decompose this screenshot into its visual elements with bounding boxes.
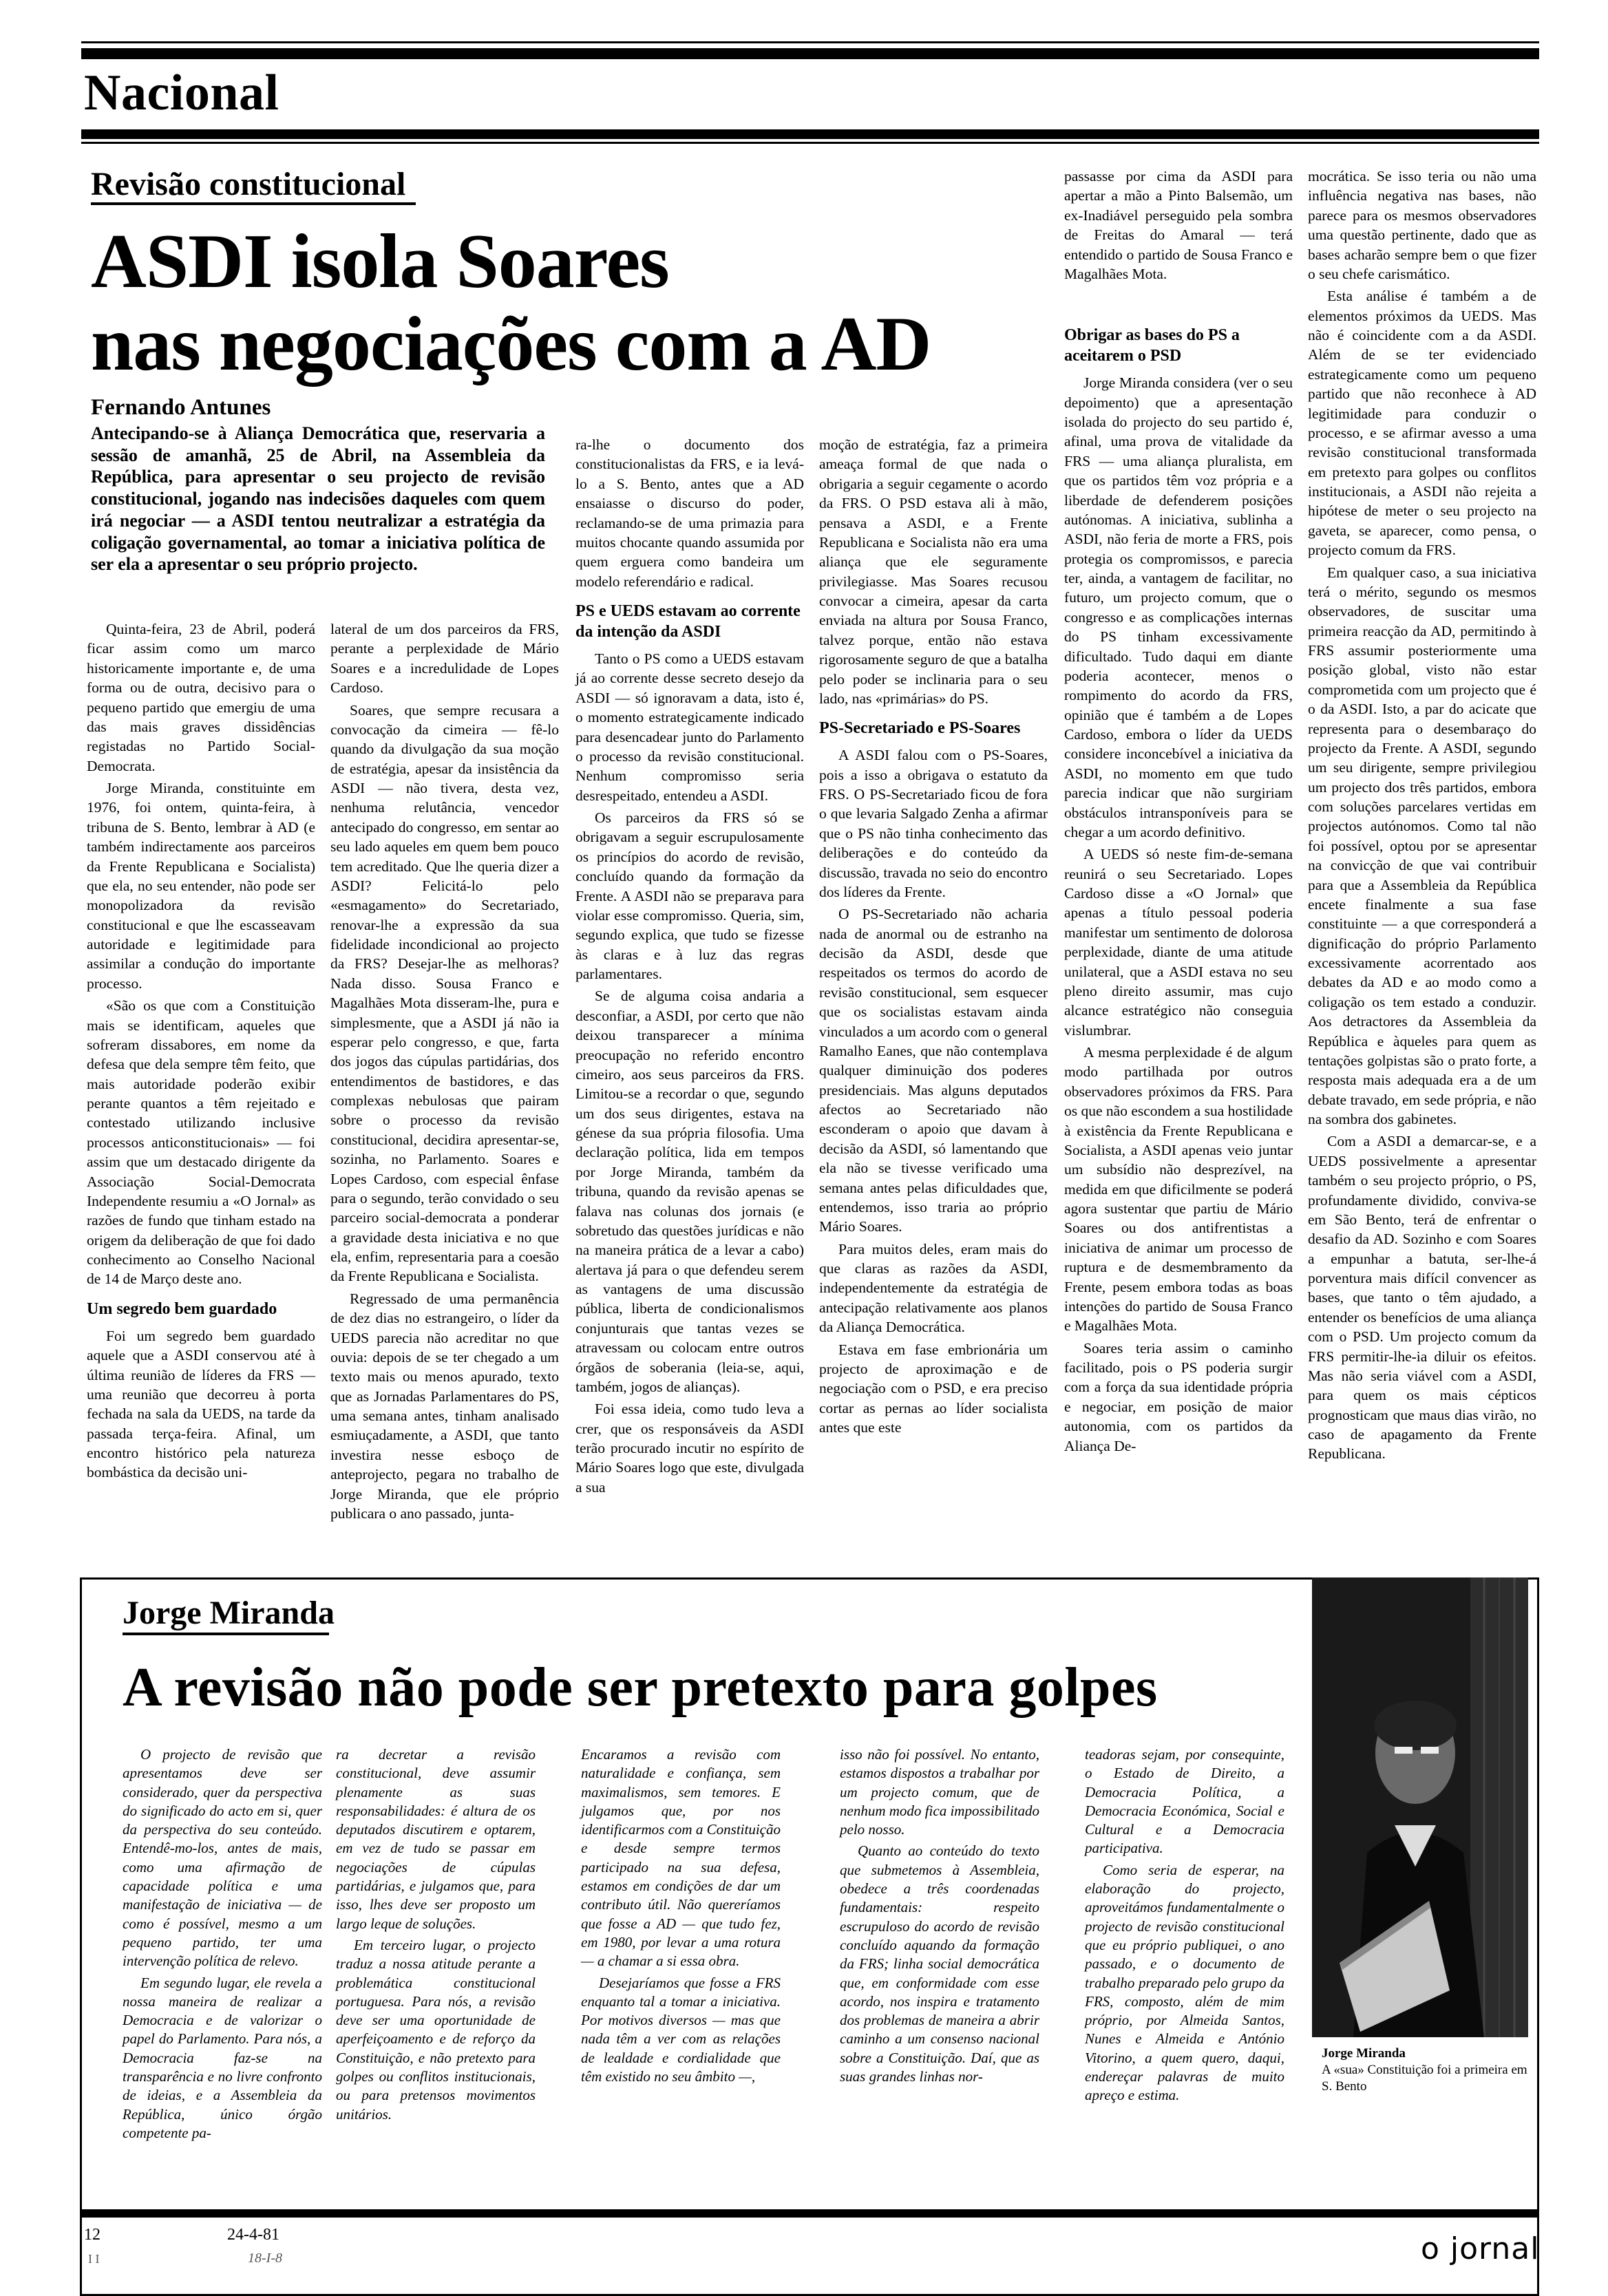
headline-line-2: nas negociações com a AD bbox=[91, 301, 931, 387]
top-rule-thin bbox=[81, 41, 1539, 43]
paragraph: mocrática. Se isso teria ou não uma influência negativa nas bases, não parece para os mesmos observadores uma questão pertinente, dado que as bases acharão sempre bem o que fizer o seu chefe carismático. bbox=[1308, 168, 1536, 282]
lead-paragraph: Antecipando-se à Aliança Democrática que, reservaria a sessão de amanhã, 25 de Abril, na Assembleia da República, para apresentar o seu projecto de revisão constitucional, jogando nas indecisões daqueles com quem irá negociar — a ASDI tentou neutralizar a estratégia da coligação governamental, ao tomar a iniciativa política de ser ela a apresentar o seu próprio projecto. bbox=[91, 423, 545, 575]
paragraph: Soares teria assim o caminho facilitado, pois o PS poderia surgir com a força da sua identidade própria e negociar, em posição de maior autonomia, com os partidos da Aliança De- bbox=[1064, 1339, 1293, 1454]
paragraph: isso não foi possível. No entanto, estamos dispostos a trabalhar por um projecto comum, que de nenhum modo fica impossibilitado pelo nosso. bbox=[840, 1746, 1039, 1838]
subheading: PS e UEDS estavam ao corrente da intenção da ASDI bbox=[575, 602, 801, 641]
section-rule-thin bbox=[81, 142, 1539, 144]
paragraph: Para muitos deles, eram mais do que claras as razões da ASDI, independentemente da estratégia de antecipação relativamente aos planos da Aliança Democrática. bbox=[819, 1240, 1048, 1336]
paragraph: «São os que com a Constituição mais se identificam, aqueles que sofreram dissabores, em nome da defesa que dela sempre têm feito, que mais autoridade poderão exibir perante quantos a têm rejeitado e contestado utilizando inclusive processos anticonstitucionais» — foi assim que um destacado dirigente da Associação Social-Democrata Independente resumiu a «O Jornal» as razões de fundo que tinham estado na origem da deliberação de que foi dado conhecimento ao Conselho Nacional de 14 de Março deste ano. bbox=[87, 997, 315, 1288]
issue-date: 24-4-81 bbox=[227, 2226, 279, 2244]
paragraph: Quinta-feira, 23 de Abril, poderá ficar assim como um marco historicamente importante e, de uma forma ou de outra, decisivo para o pequeno partido que emergiu de uma das mais graves dissidências registadas no Partido Social-Democrata. bbox=[87, 621, 315, 774]
handwritten-mark-mid: 18-I-8 bbox=[248, 2251, 282, 2266]
paragraph: Regressado de uma permanência de dez dias no estrangeiro, o líder da UEDS parecia não acreditar no que ouvia: depois de se ter chegado a um texto mais ou menos apurado, texto que as Jornadas Parlamentares do PS, uma semana antes, tinham analisado esmiuçadamente, a ASDI, que tanto investira nesse esboço de anteprojecto, pegara no trabalho de Jorge Miranda, que ele próprio publicara o ano passado, junta- bbox=[330, 1290, 559, 1522]
paragraph: Estava em fase embrionária um projecto de aproximação e de negociação com o PSD, e era preciso cortar as pernas ao líder socialista antes que este bbox=[819, 1341, 1048, 1436]
paragraph: Foi um segredo bem guardado aquele que a ASDI conservou até à última reunião de líderes da FRS — uma reunião que decorreu à porta fechada na sala da UEDS, na tarde da passada terça-feira. Afinal, um encontro histórico pela natureza bombástica da decisão uni- bbox=[87, 1327, 315, 1481]
headline-line-1: ASDI isola Soares bbox=[91, 219, 669, 304]
paragraph: O PS-Secretariado não acharia nada de anormal ou de estranho na decisão da ASDI, desde que respeitados os termos do acordo de revisão constitucional, sem esquecer que os socialistas estavam ainda vinculados a um acordo com o general Ramalho Eanes, que não contemplava qualquer diminuição dos poderes presidenciais. Mas alguns deputados afectos ao Secretariado não esconderam o apoio que davam à decisão da ASDI, só lamentando que ela não se tivesse verificado uma semana antes pelas dificuldades que, entendemos, isso traria ao próprio Mário Soares. bbox=[819, 906, 1048, 1235]
portrait-photo bbox=[1312, 1577, 1528, 2037]
paragraph: A UEDS só neste fim-de-semana reunirá o seu Secretariado. Lopes Cardoso disse a «O Jornal» que apenas a título pessoal poderia manifestar um sentimento de dolorosa perplexidade, diante de uma atitude unilateral, que a ASDI estava no seu pleno direito assumir, mas cujo alcance estratégico não conseguia vislumbrar. bbox=[1064, 846, 1293, 1039]
article-column-4 bbox=[819, 435, 1048, 1440]
subheading: PS-Secretariado e PS-Soares bbox=[819, 719, 1021, 738]
paragraph: moção de estratégia, faz a primeira ameaça formal de que nada o obrigaria a seguir cegamente o acordo da FRS. O PSD estava ali à mão, pensava a ASDI, e a Frente Republicana e Socialista não era uma aliança que ele seguramente privilegiasse. Mas Soares recusou convocar a cimeira, apesar da carta enviada na altura por Sousa Franco, talvez porque, então não estava rigorosamente seguro de que a batalha pelo poder se inclinaria para o seu lado, nas «primárias» do PS. bbox=[819, 436, 1048, 707]
top-rule-thick bbox=[81, 48, 1539, 59]
paragraph: Desejaríamos que fosse a FRS enquanto tal a tomar a iniciativa. Por motivos diversos — mas que nada têm a ver com as relações de lealdade e cordialidade que têm existido no seu âmbito —, bbox=[581, 1974, 781, 2085]
box-kicker-underline bbox=[123, 1633, 329, 1635]
box-kicker: Jorge Miranda bbox=[123, 1595, 335, 1631]
section-rule-thick bbox=[81, 129, 1539, 139]
footer-rule-thick bbox=[81, 2209, 1539, 2218]
byline: Fernando Antunes bbox=[91, 395, 271, 420]
article-column-6 bbox=[1308, 167, 1536, 1467]
paragraph: Se de alguma coisa andaria a desconfiar, a ASDI, por certo que não deixou transparecer a mínima preocupação no referido encontro cimeiro, aos seus parceiros da FRS. Limitou-se a recordar o que, segundo um dos seus dirigentes, estava na génese da sua própria filosofia. Uma declaração política, lida em tempos por Jorge Miranda, também da tribuna, quando da revisão apenas se falava nas colunas dos jornais (e sobretudo das questões jurídicas e não na maneira prática de a levar a cabo) alertava já para o que defendeu serem as vantagens de uma discussão pública, liberta de condicionalismos conjunturais que tantas vezes se atravessam ou colocam entre outros órgãos de soberania (leia-se, aqui, também, jogos de alianças). bbox=[575, 988, 804, 1395]
portrait-illustration bbox=[1312, 1577, 1528, 2037]
paragraph: Em segundo lugar, ele revela a nossa maneira de realizar a Democracia e de valorizar o papel do Parlamento. Para nós, a Democracia faz-se na transparência e no livre confronto de ideias, e a Assembleia da República, único órgão competente pa- bbox=[123, 1974, 322, 2141]
paragraph: A mesma perplexidade é de algum modo partilhada por outros observadores próximos da FRS. Para os que não escondem a sua hostilidade à existência da Frente Republicana e Socialista, a ASDI apenas veio juntar um subsídio não desprezível, na medida em que dificilmente se poderá agora sustentar que partiu de Mário Soares ou dos antifrentistas a iniciativa de animar um processo de ruptura e de desmembramento da Frente, pesem embora todas as boas intenções do partido de Sousa Franco e Magalhães Mota. bbox=[1064, 1044, 1293, 1335]
box-column-1 bbox=[123, 1745, 322, 2145]
paragraph: ra decretar a revisão constitucional, deve assumir plenamente as suas responsabilidades: é altura de os deputados discutirem e optarem, em vez de tudo se passar em negociações de cúpulas partidárias, e julgamos que, para isso, lhes deve ser proposto um largo leque de soluções. bbox=[336, 1746, 536, 1932]
publication-brand: o jornal bbox=[1421, 2231, 1540, 2266]
article-kicker: Revisão constitucional bbox=[91, 166, 406, 202]
paragraph: Soares, que sempre recusara a convocação da cimeira — fê-lo quando da divulgação da sua moção de estratégia, apesar da insistência da ASDI — não tivera, desta vez, nenhuma relutância, vencedor antecipado do congresso, em sentar ao seu lado aqueles em quem bem pouco tem acreditado. Que lhe queria dizer a ASDI? Felicitá-lo pelo «esmagamento» do Secretariado, renovar-lhe a expressão da sua fidelidade incondicional ao projecto da FRS? Desejar-lhe as melhoras? Nada disso. Sousa Franco e Magalhães Mota disseram-lhe, pura e simplesmente, que a ASDI já não ia esperar pelo congresso, e que, farta dos jogos das cúpulas partidárias, dos entendimentos de bastidores, e das complexas nebulosas que pairam sobre o processo da revisão constitucional, decidira apresentar-se, sozinha, no Parlamento. Soares e Lopes Cardoso, com especial ênfase para o segundo, terão convidado o seu parceiro social-democrata a ponderar a gravidade desta iniciativa e no que ela, enfim, representaria para a coesão da Frente Republicana e Socialista. bbox=[330, 701, 559, 1285]
paragraph: Jorge Miranda considera (ver o seu depoimento) que a apresentação isolada do projecto do seu partido é, afinal, uma prova de vitalidade da FRS — uma aliança pluralista, em que os partidos têm voz própria e a liberdade de defenderem posições autónomas. A iniciativa, sublinha a ASDI, não feria de morte a FRS, pois protegia os compromissos, e parecia ter, ainda, a vantagem de facilitar, no futuro, um projecto comum, que o congresso e as complicações internas do PS tinham excessivamente dificultado. Tudo daqui em diante poderia acontecer, menos o rompimento do acordo da FRS, opinião que é também a de Lopes Cardoso, embora o líder da UEDS considere inconcebível a iniciativa da ASDI, no momento em que tudo parecia indicar que não surgiriam obstáculos intransponíveis para se chegar a um acordo definitivo. bbox=[1064, 374, 1293, 840]
paragraph: A ASDI falou com o PS-Soares, pois a isso a obrigava o estatuto da FRS. O PS-Secretariado ficou de fora o que levaria Salgado Zenha a afirmar que o PS não tinha conhecimento das deliberações e do conteúdo da discussão, travada no seio do encontro dos líderes da Frente. bbox=[819, 747, 1048, 900]
paragraph: passasse por cima da ASDI para apertar a mão a Pinto Balsemão, um ex-Inadiável perseguido pela sombra de Freitas do Amaral — terá entendido o partido de Sousa Franco e Magalhães Mota. bbox=[1064, 168, 1293, 282]
subheading: Um segredo bem guardado bbox=[87, 1299, 277, 1318]
box-headline: A revisão não pode ser pretexto para golpes bbox=[123, 1657, 1158, 1718]
paragraph: Com a ASDI a demarcar-se, e a UEDS possivelmente a apresentar também o seu projecto próprio, o PS, profundamente dividido, conviva-se em São Bento, terá de enfrentar o desafio da AD. Sozinho e com Soares a empunhar a batuta, ser-lhe-á porventura mais difícil convencer as bases, que tanto o têm ajudado, a entender os benefícios de uma aliança com o PSD. Um projecto comum da FRS permitir-lhe-ia diluir os efeitos. Mas não seria viável com a ASDI, para quem os mais cépticos prognosticam que maus dias virão, no caso de apagamento da Frente Republicana. bbox=[1308, 1133, 1536, 1463]
caption-name: Jorge Miranda bbox=[1322, 2046, 1406, 2061]
article-column-1 bbox=[87, 619, 315, 1485]
box-column-5 bbox=[1085, 1745, 1284, 2108]
page-number: 12 bbox=[84, 2226, 100, 2244]
paragraph: Esta análise é também a de elementos próximos da UEDS. Mas não é coincidente com a da ASDI. Além de se ter evidenciado estrategicamente como um pequeno partido que não reconhece à AD legitimidade para conduzir o processo, e se afirmar avesso a uma revisão constitucional transformada em pretexto para golpes ou conflitos institucionais, a ASDI não rejeita a hipótese de meter o seu projecto na gaveta, se aparecer, como pensa, o projecto comum da FRS. bbox=[1308, 288, 1536, 559]
box-column-4 bbox=[840, 1745, 1039, 2089]
kicker-underline bbox=[91, 202, 416, 205]
box-column-2 bbox=[336, 1745, 536, 2127]
paragraph: Encaramos a revisão com naturalidade e confiança, sem maximalismos, sem temores. E julgamos que, por nos identificarmos com a Constituição e desde sempre termos participado na sua defesa, estamos em condições de dar um contributo útil. Não quereríamos que fosse a AD — que tudo fez, em 1980, por levar a uma rotura — a chamar a si essa obra. bbox=[581, 1746, 781, 1970]
photo-caption bbox=[1322, 2045, 1528, 2094]
article-column-2 bbox=[330, 619, 559, 1526]
caption-text: A «sua» Constituição foi a primeira em S. Bento bbox=[1322, 2062, 1527, 2094]
paragraph: Jorge Miranda, constituinte em 1976, foi ontem, quinta-feira, à tribuna de S. Bento, lembrar à AD (e também indirectamente aos parceiros da Frente Republicana e Socialista) que ela, no seu entender, não pode ser monopolizadora da revisão constitucional e que lhe escasseavam autoridade e legitimidade para assimilar a condução do importante processo. bbox=[87, 780, 315, 992]
paragraph: teadoras sejam, por consequinte, o Estado de Direito, a Democracia Política, a Democracia Económica, Social e Cultural e a Democracia participativa. bbox=[1085, 1746, 1284, 1857]
paragraph: ra-lhe o documento dos constitucionalistas da FRS, e ia levá-lo a S. Bento, antes que a AD ensaiasse o discurso do poder, reclamando-se de uma primazia para muitos chocante quando assumida por quem erguera como bandeira um modelo referendário e radical. bbox=[575, 436, 804, 590]
section-title: Nacional bbox=[84, 65, 279, 121]
paragraph: Em qualquer caso, a sua iniciativa terá o mérito, segundo os mesmos observadores, de suscitar uma primeira reacção da AD, permitindo à FRS assumir posteriormente uma posição global, visto não estar comprometida com um projecto que é o da ASDI. Isto, a par do acicate que representa para o desembaraço do projecto da Frente. A ASDI, segundo um seu dirigente, sempre privilegiou um projecto dos três partidos, embora com soluções parcelares vertidas em projectos autónomos. Como tal não foi possível, optou por se apresentar na convicção de que vai contribuir para que a Assembleia da República encete finalmente a sua fase constituinte — a que corresponderá a dignificação do próprio Parlamento excessivamente acorrentado aos debates da AD e ao modo como a coligação os tem estado a conduzir. Aos detractores da Assembleia da República e àqueles para quem as tentações golpistas são o prato forte, a resposta mais adequada era a de um debate travado, em sede própria, e não na sombra dos gabinetes. bbox=[1308, 564, 1536, 1127]
article-column-5 bbox=[1064, 167, 1293, 1458]
box-column-3 bbox=[581, 1745, 781, 2089]
article-column-3 bbox=[575, 435, 804, 1500]
paragraph: Quanto ao conteúdo do texto que submetemos à Assembleia, obedece a três coordenadas fundamentais: respeito escrupuloso do acordo de revisão concluído aquando da formação da FRS; linha social democrática que, em conformidade com esse acordo, nos inspira e tratamento dos problemas de maneira a abrir caminho a um consenso nacional sobre a Constituição. Daí, que as suas grandes linhas nor- bbox=[840, 1842, 1039, 2085]
paragraph: Tanto o PS como a UEDS estavam já ao corrente desse secreto desejo da ASDI — só ignoravam a data, isto é, o momento estrategicamente indicado para desencadear junto do Parlamento o processo da revisão constitucional. Nenhum compromisso seria desrespeitado, entendeu a ASDI. bbox=[575, 650, 804, 804]
paragraph: Foi essa ideia, como tudo leva a crer, que os responsáveis da ASDI terão procurado incutir no espírito de Mário Soares logo que este, divulgada a sua bbox=[575, 1401, 804, 1496]
paragraph: lateral de um dos parceiros da FRS, perante a perplexidade de Mário Soares e a incredulidade de Lopes Cardoso. bbox=[330, 621, 559, 697]
subheading: Obrigar as bases do PS a aceitarem o PSD bbox=[1064, 326, 1240, 365]
paragraph: O projecto de revisão que apresentamos deve ser considerado, quer da perspectiva do significado do acto em si, quer da perspectiva do seu conteúdo. Entendê-mo-los, antes de mais, como uma afirmação de capacidade política e uma manifestação de iniciativa — de como é possível, mesmo a um pequeno partido, ter uma intervenção política de relevo. bbox=[123, 1746, 322, 1970]
paragraph: Em terceiro lugar, o projecto traduz a nossa atitude perante a problemática constitucional portuguesa. Para nós, a revisão deve ser uma oportunidade de aperfeiçoamento e de reforço da Constituição, e não pretexto para golpes ou conflitos institucionais, ou para pretensos movimentos unitários. bbox=[336, 1936, 536, 2123]
paragraph: Como seria de esperar, na elaboração do projecto, aproveitámos fundamentalmente o projecto de revisão constitucional que eu próprio publiquei, o ano passado, e o documento de trabalho preparado pelo grupo da FRS, composto, além de mim próprio, por Almeida Santos, Nunes e Almeida e António Vitorino, a quem quero, daqui, endereçar palavras de muito apreço e estima. bbox=[1085, 1861, 1284, 2104]
handwritten-mark-left: I I bbox=[88, 2252, 100, 2266]
paragraph: Os parceiros da FRS só se obrigavam a seguir escrupulosamente os princípios do acordo de revisão, concluído quando da formação da Frente. A ASDI não se preparava para violar esse compromisso. Queria, sim, segundo explica, que tudo se fizesse às claras e à luz das regras parlamentares. bbox=[575, 809, 804, 982]
